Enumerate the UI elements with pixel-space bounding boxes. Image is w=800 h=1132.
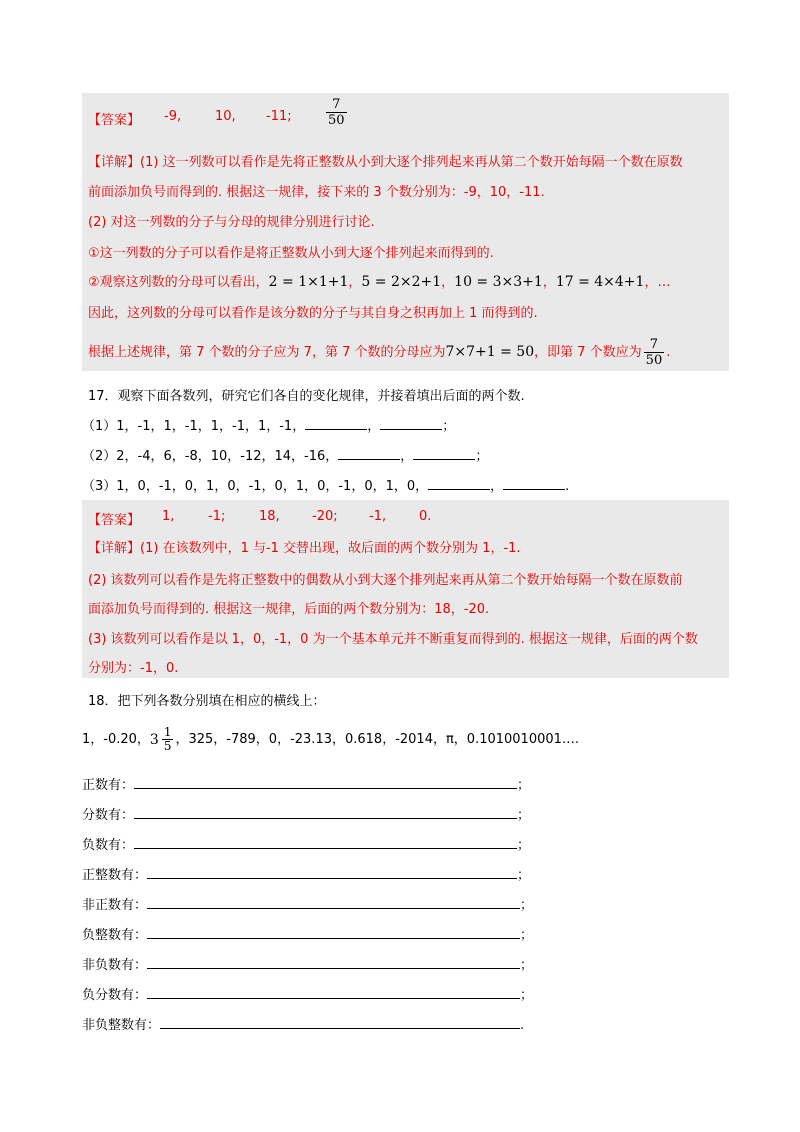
separator: ； [520,958,534,973]
answer-blank[interactable] [413,447,475,460]
question-item [82,475,569,494]
equation: 17 = 4×4+1 [555,274,645,290]
separator: . [565,479,570,494]
detail-line [88,151,683,170]
row-label: 正整数有： [82,868,148,883]
separator: ； [520,928,534,943]
separator: ； [520,988,534,1003]
answer-value: -1; [208,509,226,524]
number-list [82,726,579,753]
question-item [82,415,455,434]
result-fraction [644,337,665,368]
answer-value: 18, [259,509,280,524]
answer-row [88,109,140,128]
fill-row [82,1014,524,1033]
detail-line: 分别为：-1，0. [88,661,179,676]
answer-value: 1, [162,509,175,524]
answer-blank[interactable] [134,836,517,849]
question-item [82,445,488,464]
separator: ； [517,868,531,883]
answer-blank[interactable] [380,417,442,430]
row-label: 非正数有： [82,898,148,913]
detail-line: (2) 对这一列数的分子与分母的规律分别进行讨论. [88,215,375,230]
fill-row [82,864,530,883]
detail-line: 因此，这列数的分母可以看作是该分数的分子与其自身之积再加上 1 而得到的. [88,306,538,321]
answer-blank[interactable] [134,806,517,819]
answer-blank[interactable] [428,477,490,490]
detail-line: ①这一列数的分子可以看作是将正整数从小到大逐个排列起来而得到的. [88,246,494,261]
answer-value: -9, [164,109,182,124]
detail-label: 【详解】 [88,541,141,556]
separator: ； [517,808,531,823]
separator: ； [517,778,531,793]
answer-fraction [326,97,347,128]
separator: ， [441,275,455,290]
separator: ， [490,479,504,494]
answer-blank[interactable] [134,776,517,789]
detail-text: ②观察这列数的分母可以看出， [88,275,269,290]
fill-row [82,954,533,973]
equation: 5 = 2×2+1 [361,274,442,290]
row-label: 负数有： [82,838,135,853]
fraction-numerator: 1 [163,725,172,739]
row-label: 非负整数有： [82,1018,161,1033]
detail-label: 【详解】 [88,155,141,170]
detail-text: 根据上述规律，第 7 个数的分子应为 7，第 7 个数的分母应为 [88,345,446,360]
number-list-text: 1，-0.20， [82,732,150,747]
row-label: 非负数有： [82,958,148,973]
separator: ， [348,275,362,290]
detail-text: (1) 这一列数可以看作是先将正整数从小到大逐个排列起来再从第二个数开始每隔一个数在原数 [140,155,683,170]
fraction-denominator: 50 [328,113,345,128]
answer-blank[interactable] [305,417,367,430]
answer-value: 10, [215,109,236,124]
detail-text: (1) 在该数列中，1 与-1 交替出现，故后面的两个数分别为 1，-1. [140,541,521,556]
answer-value: -11; [266,109,292,124]
fraction-numerator: 7 [332,97,341,112]
row-label: 正数有： [82,778,135,793]
answer-blank[interactable] [147,896,520,909]
fill-row [82,894,533,913]
fill-row [82,834,530,853]
row-label: 负整数有： [82,928,148,943]
question-title-17: 17．观察下面各数列，研究它们各自的变化规律，并接着填出后面的两个数. [88,389,525,404]
detail-text: . [666,345,671,360]
separator: ， [400,449,414,464]
separator: ； [475,449,489,464]
detail-line [88,537,521,556]
answer-blank[interactable] [338,447,400,460]
answer-blank[interactable] [503,477,565,490]
separator: ， [542,275,556,290]
fraction-denominator: 50 [645,353,663,368]
equation: 2 = 1×1+1 [268,274,349,290]
mixed-number [150,726,176,753]
answer-box-17 [82,500,729,678]
fill-row [82,984,533,1003]
answer-value: 0. [419,509,432,524]
separator: . [520,1018,525,1033]
detail-line: 面添加负号而得到的. 根据这一规律，后面的两个数分别为：18，-20. [88,602,490,617]
answer-label: 【答案】 [88,513,141,528]
row-label: 分数有： [82,808,135,823]
fill-row [82,804,530,823]
detail-line [88,271,670,290]
answer-blank[interactable] [160,1016,520,1029]
separator: ； [520,898,534,913]
equation: 10 = 3×3+1 [454,274,543,290]
answer-blank[interactable] [147,956,520,969]
detail-text: ，… [644,275,671,290]
answer-value: -1, [369,509,387,524]
answer-label: 【答案】 [88,113,141,128]
answer-blank[interactable] [147,866,517,879]
row-label: 负分数有： [82,988,148,1003]
separator: ； [517,838,531,853]
sequence-text: （1）1，-1，1，-1，1，-1，1，-1， [82,419,306,434]
sequence-text: （3）1，0，-1，0，1，0，-1，0，1，0，-1，0，1，0， [82,479,429,494]
question-title-18: 18．把下列各数分别填在相应的横线上： [88,694,326,709]
answer-blank[interactable] [147,926,520,939]
sequence-text: （2）2，-4，6，-8，10，-12，14，-16， [82,449,339,464]
detail-line [88,337,670,368]
fill-row [82,924,533,943]
equation: 7×7+1 = 50 [445,344,535,360]
detail-text: ，即第 7 个数应为 [534,345,642,360]
detail-line: 前面添加负号而得到的. 根据这一规律，接下来的 3 个数分别为：-9，10，-11. [88,185,545,200]
answer-blank[interactable] [147,986,520,999]
fraction-numerator: 7 [649,337,659,352]
fraction-denominator: 5 [163,739,172,753]
separator: ； [442,419,456,434]
fill-row [82,774,530,793]
answer-value: -20; [312,509,338,524]
separator: ， [367,419,381,434]
detail-line: (2) 该数列可以看作是先将正整数中的偶数从小到大逐个排列起来再从第二个数开始每隔一个数在原数前 [88,573,683,588]
mixed-whole: 3 [149,731,159,748]
detail-line: (3) 该数列可以看作是以 1，0，-1，0 为一个基本单元并不断重复而得到的. 根据这一规律，后面的两个数 [88,632,698,647]
number-list-text: ，325，-789，0，-23.13，0.618，-2014，π，0.1010010001…. [175,732,580,747]
answer-box-16 [82,93,729,371]
